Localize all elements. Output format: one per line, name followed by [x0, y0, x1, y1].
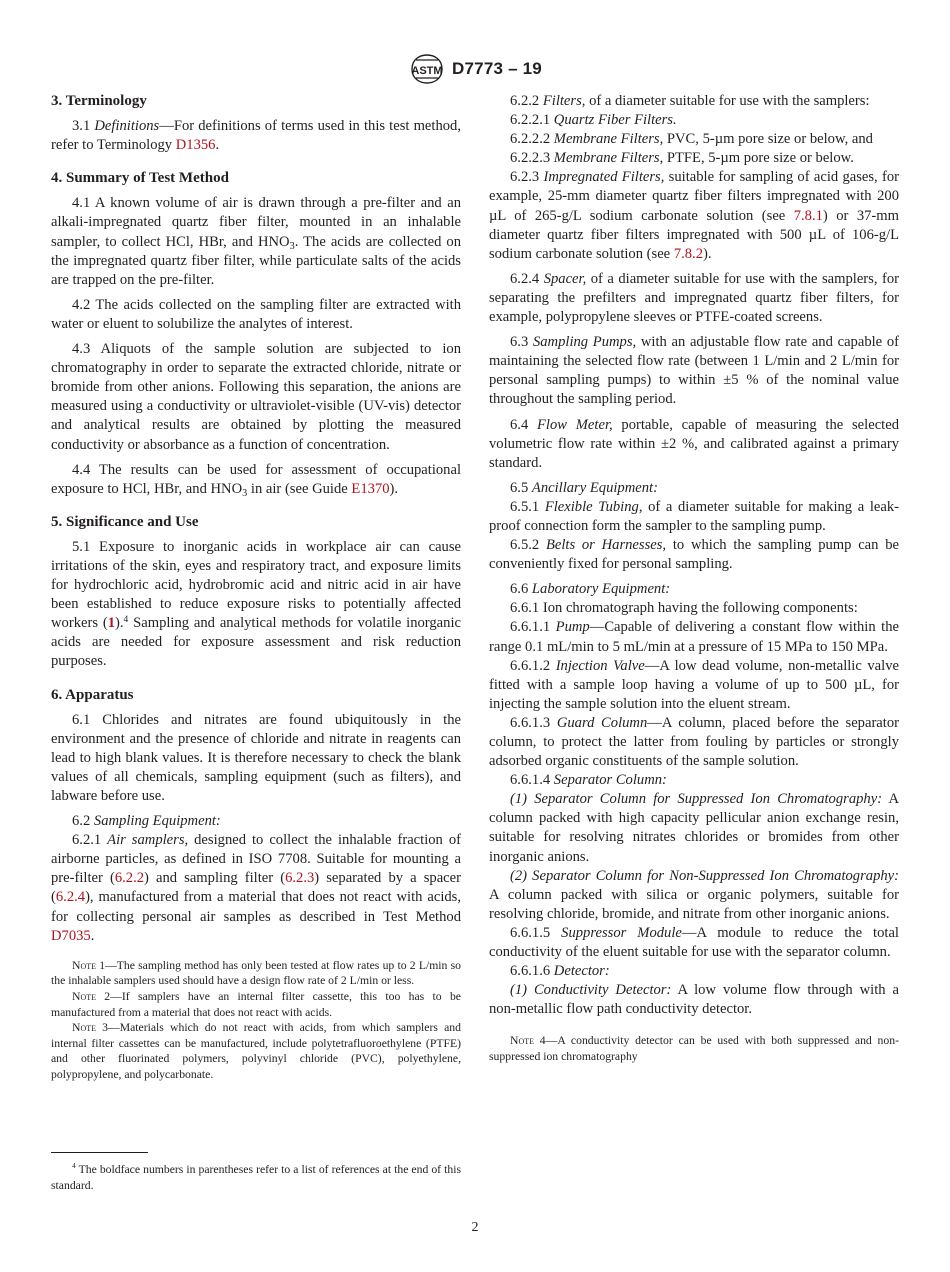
- paragraph-text: with an adjustable flow rate and capable of maintaining the selected flow rate (between 1 L/min and 2 L/min for personal sampling pumps) to within ±5 % of the nominal value throughout the sampling period.: [489, 334, 899, 408]
- paragraph-6-4: [489, 416, 899, 473]
- paragraph-text: of a diameter suitable for making a leak-proof connection form the sampler to the sampling pump.: [489, 498, 899, 534]
- paragraph-6-6-1-5: [489, 924, 899, 962]
- section-3-heading: 3. Terminology: [51, 93, 147, 109]
- note-label: Note 1: [72, 958, 106, 972]
- link-d7035[interactable]: D7035: [51, 927, 91, 944]
- footnote-4: [51, 1162, 461, 1193]
- clause-number: 6.6.1.2: [510, 657, 551, 674]
- defined-term: Quartz Fiber Filters.: [553, 112, 677, 129]
- paragraph-text: 4.1 A known volume of air is drawn through a pre-filter and an alkali-impregnated quartz fiber filter, mounted in an inhalable sampler, to collect HCl, HBr, and HNO: [51, 195, 461, 250]
- reference-link-1[interactable]: 1: [107, 615, 116, 632]
- astm-logo-icon: [408, 54, 446, 84]
- paragraph-6-6-1-4: [489, 771, 899, 790]
- defined-term: Detector:: [553, 963, 610, 980]
- paragraph-text: suitable for sampling of acid gases, for example, 25-mm diameter quartz fiber filters impregnated with 200 µL of 265-g/L sodium carbonate solution (see: [489, 169, 900, 224]
- footnote-text: The boldface numbers in parentheses refer to a list of references at the end of this standard.: [51, 1163, 461, 1192]
- paragraph-6-5-1: [489, 498, 899, 536]
- clause-number: 6.6.1.5: [510, 924, 551, 941]
- note-3: [51, 1020, 461, 1082]
- footnote-marker-4[interactable]: 4: [123, 615, 129, 626]
- paragraph-6-6-1-4-2: [489, 867, 899, 924]
- clause-number: 6.2.2.3: [510, 150, 551, 167]
- paragraph-text: PTFE, 5-µm pore size or below.: [663, 150, 854, 167]
- paragraph-6-2-2: [489, 92, 899, 111]
- paragraph-6-2-2-3: [489, 149, 899, 168]
- paragraph-6-6-1-1: [489, 618, 899, 656]
- paragraph-5-1: [51, 538, 461, 672]
- paragraph-6-6-1-6: [489, 962, 899, 981]
- punctuation: .: [215, 137, 220, 154]
- subscript: 3: [289, 240, 295, 252]
- paragraph-4-1: [51, 194, 461, 289]
- paragraph-text: 5.1 Exposure to inorganic acids in workplace air can cause irritations of the skin, eyes and respiratory tract, and exposure limits for hydrochloric acid, hydrobromic acid and nitric acid in air have been established to reduce exposure risks to potentially affected workers (: [51, 538, 461, 632]
- paragraph-text: —Capable of delivering a constant flow within the range 0.1 mL/min to 5 mL/min at a pressure of 15 MPa to 150 MPa.: [489, 619, 899, 655]
- defined-term: Membrane Filters,: [553, 131, 664, 148]
- paragraph-6-2-2-1: [489, 111, 899, 130]
- clause-number: 6.2: [72, 813, 91, 830]
- defined-term: Pump: [555, 619, 590, 636]
- clause-number: 6.2.3: [510, 169, 540, 186]
- paragraph-text: portable, capable of measuring the selected volumetric flow rate within ±2 %, and calibrated against a primary standard.: [489, 416, 899, 471]
- defined-term: (1) Conductivity Detector:: [510, 982, 672, 999]
- paragraph-6-6-1-2: [489, 657, 899, 714]
- link-7-8-1[interactable]: 7.8.1: [793, 207, 823, 224]
- paragraph-text: of a diameter suitable for use with the samplers, for separating the prefilters and impregnated quartz fiber filters, for example, polypropylene sleeves or PTFE-coated screens.: [489, 270, 899, 326]
- paragraph-text: ) or 37-mm diameter quartz fiber filters impregnated with 500 µL of 106-g/L sodium carbonate solution (see: [489, 207, 899, 262]
- note-text: —A conductivity detector can be used with both suppressed and non-suppressed ion chromatography: [489, 1034, 899, 1063]
- clause-number: 6.3: [510, 334, 529, 351]
- clause-number: 6.6: [510, 581, 529, 598]
- defined-term: Separator Column:: [553, 772, 667, 789]
- paragraph-3-1: [51, 117, 461, 155]
- clause-number: 6.2.2.1: [510, 112, 551, 129]
- svg-text:ASTM: ASTM: [411, 65, 443, 77]
- paragraph-text: A column packed with silica or organic polymers, suitable for resolving chloride, bromide, and nitrate from other inorganic anions.: [489, 886, 899, 922]
- defined-term: (1) Separator Column for Suppressed Ion Chromatography:: [510, 791, 883, 808]
- paragraph-6-6: [489, 580, 899, 599]
- defined-term: Injection Valve: [555, 657, 645, 674]
- note-label: Note 2: [72, 989, 111, 1003]
- defined-term: Sampling Equipment:: [93, 813, 221, 830]
- paragraph-6-6-1: 6.6.1 Ion chromatograph having the following components:: [510, 600, 858, 617]
- defined-term: Air samplers,: [107, 832, 189, 849]
- paragraph-4-4: [51, 461, 461, 499]
- clause-number: 6.2.1: [72, 832, 102, 849]
- note-2: [51, 989, 461, 1020]
- paragraph-6-2-3: [489, 168, 899, 263]
- link-6-2-4[interactable]: 6.2.4: [55, 889, 86, 906]
- link-6-2-3[interactable]: 6.2.3: [285, 870, 315, 887]
- paragraph-text: . The acids are collected on the impregnated quartz fiber filter, while particulate salts of the acids are trapped on the pre-filter.: [51, 233, 461, 288]
- section-6-heading: 6. Apparatus: [51, 686, 134, 703]
- link-e1370[interactable]: E1370: [351, 480, 390, 497]
- defined-term: Flexible Tubing,: [544, 498, 643, 515]
- defined-term: Filters,: [542, 93, 586, 109]
- subscript: 3: [242, 487, 248, 499]
- note-label: Note 3: [72, 1021, 109, 1035]
- clause-number: 6.5: [510, 479, 529, 496]
- paragraph-text: PVC, 5-µm pore size or below, and: [663, 131, 873, 148]
- paragraph-text: —A column, placed before the separator column, to protect the latter from fouling by particles or strongly adsorbed organic constituents of the sample solution.: [489, 714, 899, 770]
- clause-number: 6.2.2: [510, 93, 540, 109]
- paragraph-text: of a diameter suitable for use with the samplers:: [585, 93, 870, 109]
- defined-term: Suppressor Module: [561, 924, 682, 941]
- clause-number: 3.1: [72, 118, 91, 135]
- note-1: [51, 958, 461, 989]
- paragraph-text: Sampling and analytical methods for volatile inorganic acids are needed for exposure assessment and risk reduction purposes.: [51, 615, 461, 670]
- clause-number: 6.6.1.4: [510, 772, 551, 789]
- defined-term: Guard Column: [556, 714, 648, 731]
- note-text: —The sampling method has only been tested at flow rates up to 2 L/min so the inhalable samplers used should have a design flow rate of 2 L/min or less.: [51, 958, 462, 988]
- paragraph-6-5: [489, 479, 899, 498]
- clause-number: 6.6.1.1: [510, 619, 551, 636]
- paragraph-6-6-1-3: [489, 714, 899, 771]
- paragraph-text: designed to collect the inhalable fraction of airborne particles, as defined in ISO 7708. Suitable for mounting a pre-filter (: [51, 832, 461, 887]
- defined-term: Laboratory Equipment:: [531, 581, 671, 598]
- document-id: D7773 – 19: [452, 59, 542, 78]
- link-6-2-2[interactable]: 6.2.2: [114, 870, 145, 887]
- paragraph-text: A low volume flow through with a non-metallic flow path conductivity detector.: [489, 982, 899, 1018]
- paragraph-6-2-4: [489, 270, 899, 327]
- paragraph-6-2-1: [51, 831, 461, 946]
- paragraph-4-2: 4.2 The acids collected on the sampling filter are extracted with water or eluent to solubilize the analytes of interest.: [51, 296, 461, 332]
- paragraph-4-3: 4.3 Aliquots of the sample solution are subjected to ion chromatography in order to separate the extracted chloride, nitrate or bromide from other anions. Following this separation, the anions are measured using a conductivity or ultraviolet-visible (UV-vis) detector and analytical results are obtained by plotting the measured conductivity or absorbance as a function of concentration.: [51, 341, 461, 453]
- paragraph-6-2-2-2: [489, 130, 899, 149]
- paragraph-text: —A low dead volume, non-metallic valve fitted with a sample loop having a volume of up to 500 µL, for injecting the sample solution into the eluent stream.: [489, 657, 899, 712]
- defined-term: Ancillary Equipment:: [531, 479, 658, 496]
- link-7-8-2[interactable]: 7.8.2: [673, 245, 703, 262]
- clause-number: 6.6.1.3: [510, 714, 551, 731]
- clause-number: 6.5.1: [510, 498, 540, 515]
- punctuation: .: [90, 927, 95, 944]
- paragraph-6-3: [489, 333, 899, 409]
- section-4-heading: 4. Summary of Test Method: [51, 170, 229, 187]
- right-column: [489, 92, 899, 1065]
- left-column: [51, 92, 461, 1083]
- defined-term: (2) Separator Column for Non-Suppressed Ion Chromatography:: [510, 867, 899, 884]
- defined-term: Definitions: [94, 118, 160, 135]
- defined-term: Spacer,: [543, 270, 587, 287]
- defined-term: Membrane Filters,: [553, 150, 664, 167]
- note-4: [489, 1033, 899, 1064]
- clause-number: 6.6.1.6: [510, 963, 551, 980]
- defined-term: Flow Meter,: [537, 416, 613, 433]
- note-label: Note 4: [510, 1034, 546, 1048]
- punctuation: ).: [115, 615, 124, 632]
- paragraph-text: ) separated by a spacer (: [51, 870, 461, 906]
- paragraph-6-6-1-6-1: [489, 981, 899, 1019]
- paragraph-text: in air (see Guide: [247, 480, 352, 497]
- clause-number: 6.4: [510, 416, 529, 433]
- page-header: [0, 54, 950, 84]
- paragraph-text: A column packed with high capacity pellicular anion exchange resin, suitable for resolving nitrates chlorides or bromides from other inorganic anions.: [489, 791, 899, 865]
- paragraph-text: —A module to reduce the total conductivity of the eluent suitable for use with the separator column.: [489, 924, 899, 961]
- note-text: —If samplers have an internal filter cassette, this too has to be manufactured from a material that does not react with acids.: [51, 989, 461, 1019]
- punctuation: ).: [703, 245, 712, 262]
- clause-number: 6.2.2.2: [510, 131, 551, 148]
- footnote-marker: 4: [72, 1161, 76, 1170]
- paragraph-text: ), manufactured from a material that does not react with acids, for collecting personal air samples as described in Test Method: [51, 889, 461, 925]
- note-text: —Materials which do not react with acids, from which samplers and internal filter cassettes can be manufactured, include polytetrafluoroethylene (PTFE) and other fluorinated polymers, polyvinyl chloride (PVC), polyethylene, polypropylene, and polycarbonate.: [51, 1021, 461, 1081]
- defined-term: Belts or Harnesses,: [545, 537, 667, 554]
- defined-term: Impregnated Filters,: [543, 169, 665, 186]
- punctuation: ).: [389, 480, 399, 497]
- clause-number: 6.5.2: [510, 537, 540, 554]
- paragraph-text: —For definitions of terms used in this test method, refer to Terminology: [51, 118, 461, 154]
- page-number: 2: [471, 1220, 479, 1235]
- paragraph-text: ) and sampling filter (: [144, 870, 286, 887]
- link-d1356[interactable]: D1356: [175, 137, 216, 154]
- paragraph-6-1: 6.1 Chlorides and nitrates are found ubiquitously in the environment and the presence of chloride and nitrate in reagents can lead to high blank values. It is therefore necessary to check the blank values of all chemicals, sampling equipment (such as filters), and labware before use.: [51, 711, 461, 804]
- paragraph-text: 4.4 The results can be used for assessment of occupational exposure to HCl, HBr, and HNO: [51, 461, 461, 497]
- footnote-divider: [51, 1152, 148, 1153]
- paragraph-6-2: [51, 812, 461, 831]
- clause-number: 6.2.4: [510, 270, 540, 287]
- paragraph-6-6-1-4-1: [489, 790, 899, 866]
- paragraph-text: to which the sampling pump can be conveniently fixed for personal sampling.: [489, 537, 899, 573]
- defined-term: Sampling Pumps,: [532, 334, 637, 351]
- section-5-heading: 5. Significance and Use: [51, 513, 199, 530]
- paragraph-6-5-2: [489, 536, 899, 574]
